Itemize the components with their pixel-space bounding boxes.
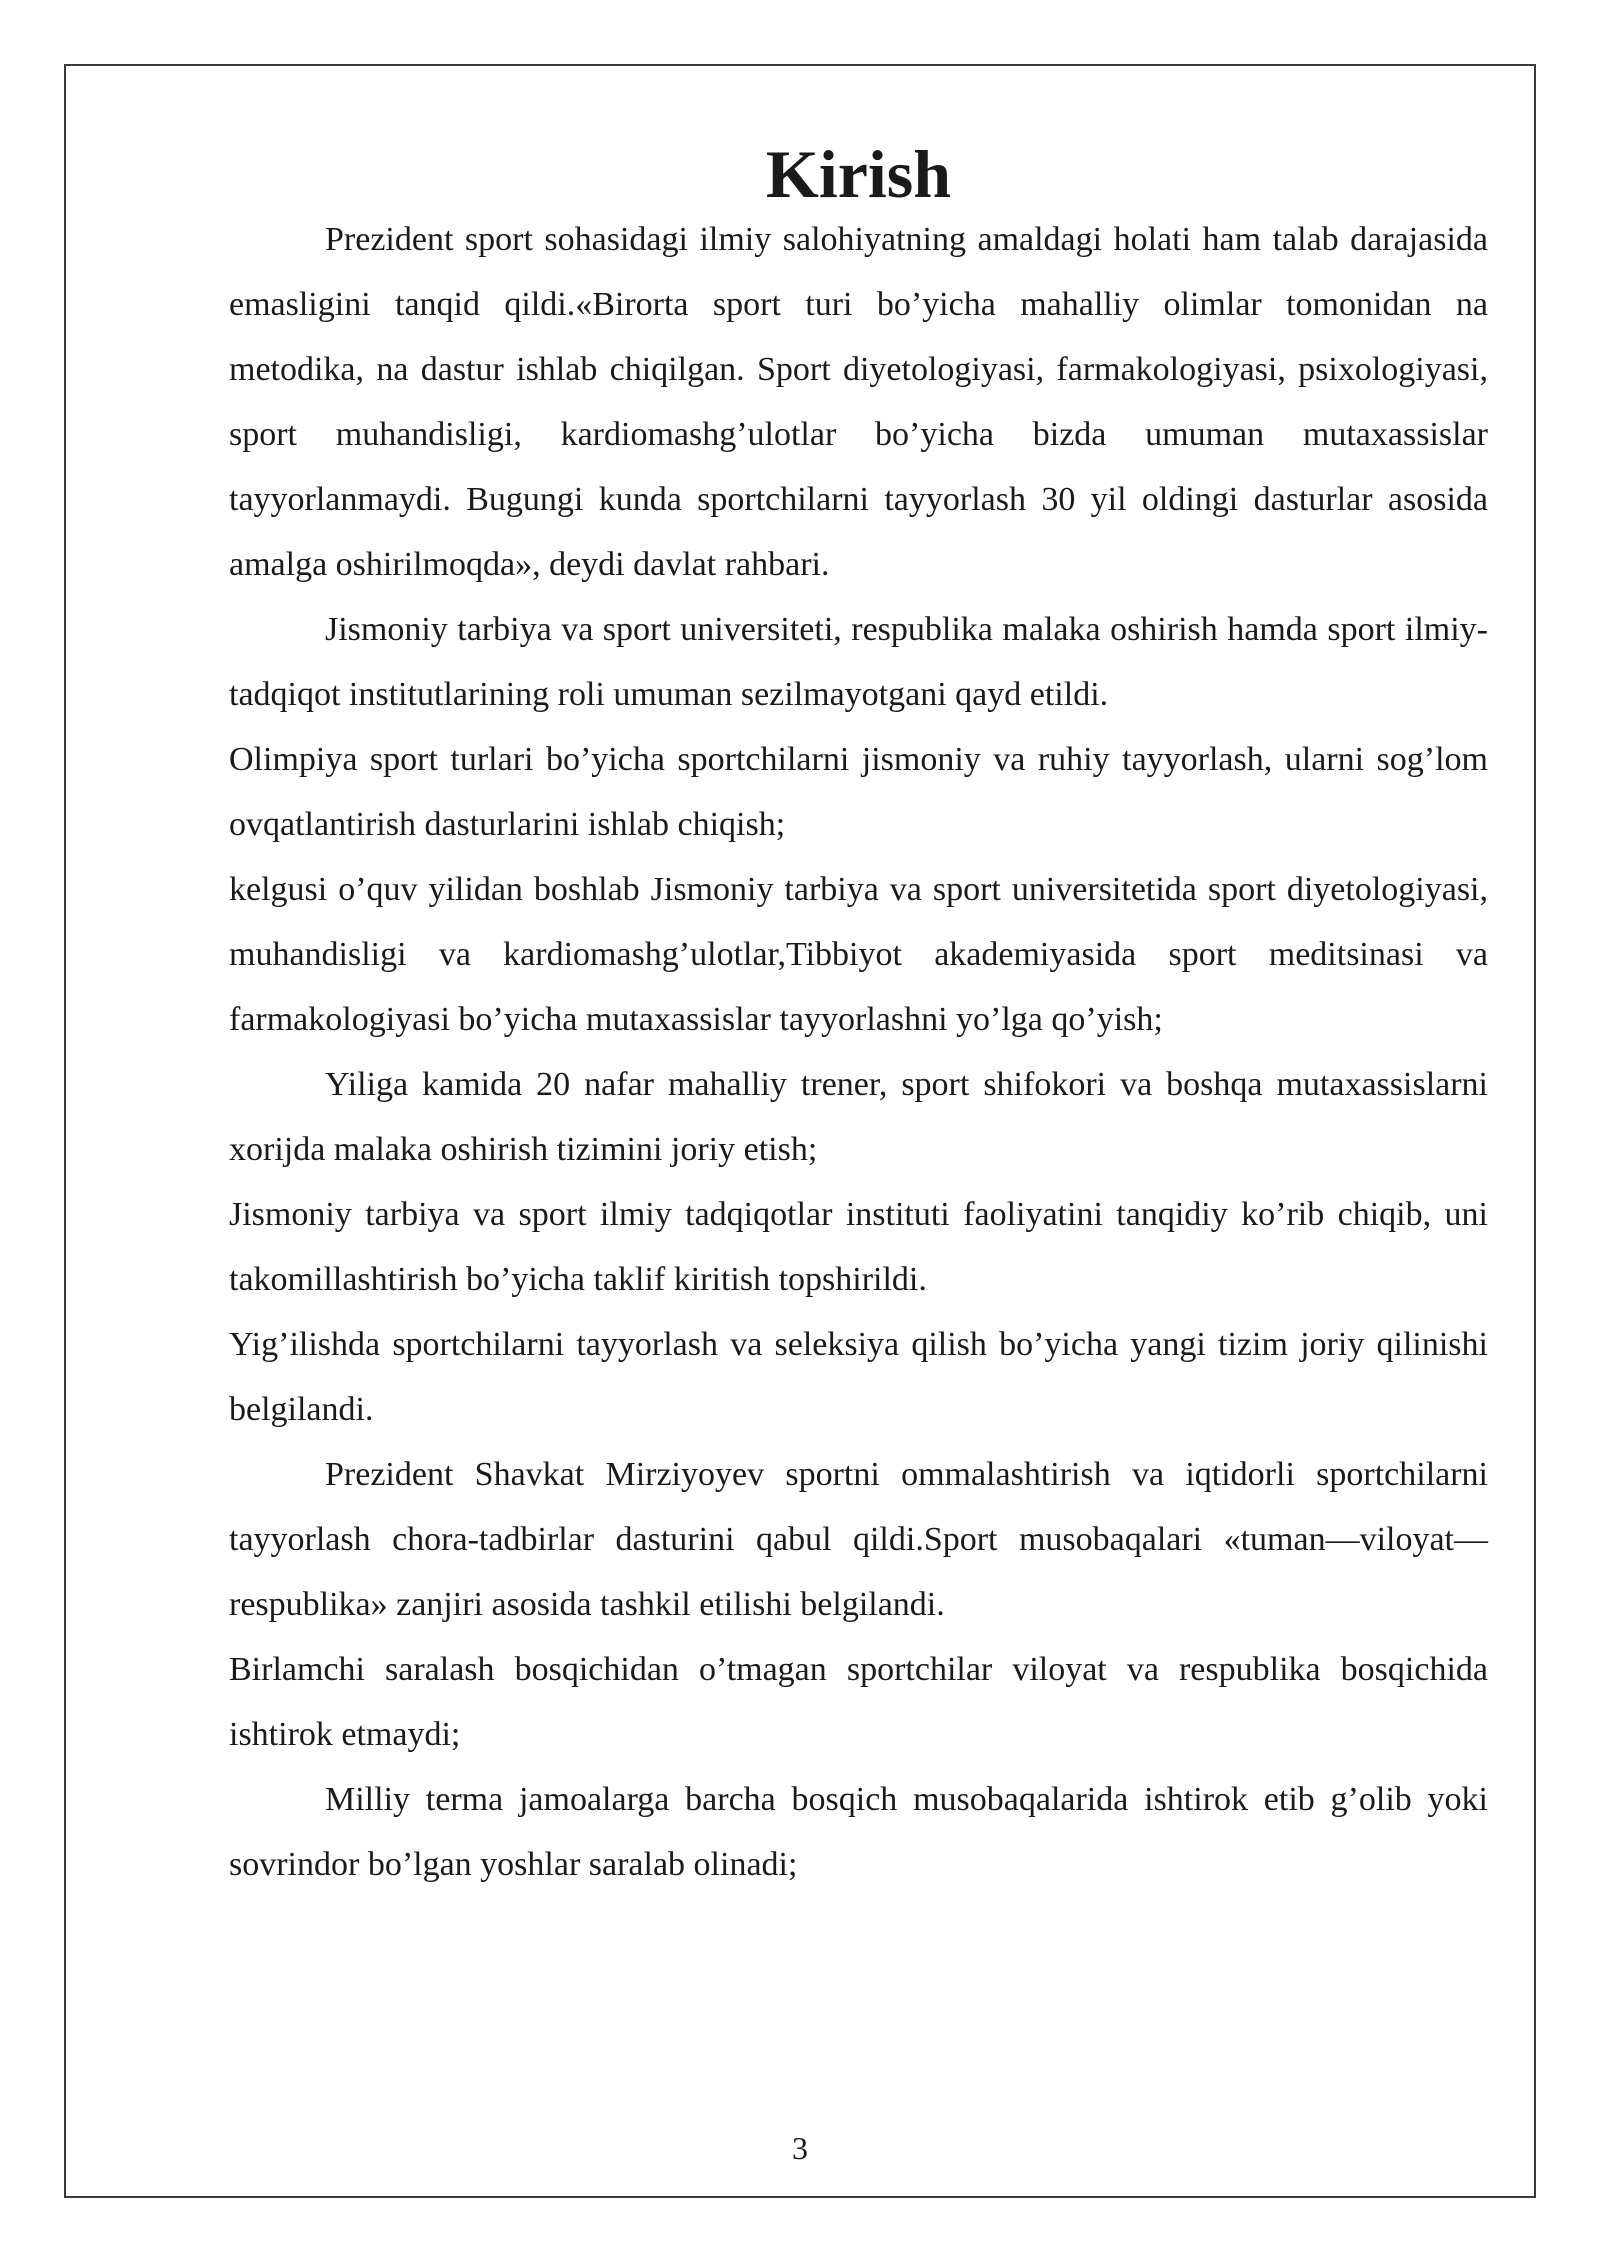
paragraph: Birlamchi saralash bosqichidan o’tmagan sportchilar viloyat va respublika bosqichida ishtirok etmaydi;	[229, 1651, 1488, 1753]
paragraph: Prezident sport sohasidagi ilmiy salohiyatning amaldagi holati ham talab darajasida emasligini tanqid qildi.«Birorta sport turi bo’yicha mahalliy olimlar tomonidan na metodika, na dastur ishlab chiqilgan. Sport diyetologiyasi, farmakologiyasi, psixologiyasi, sport muhandisligi, kardiomashg’ulotlar bo’yicha bizda umuman mutaxassislar tayyorlanmaydi. Bugungi kunda sportchilarni tayyorlash 30 yil oldingi dasturlar asosida amalga oshirilmoqda», deydi davlat rahbari.	[229, 221, 1488, 583]
paragraph: Yig’ilishda sportchilarni tayyorlash va seleksiya qilish bo’yicha yangi tizim joriy qilinishi belgilandi.	[229, 1326, 1488, 1428]
paragraph: kelgusi o’quv yilidan boshlab Jismoniy tarbiya va sport universitetida sport diyetologiyasi, muhandisligi va kardiomashg’ulotlar,Tibbiyot akademiyasida sport meditsinasi va farmakologiyasi bo’yicha mutaxassislar tayyorlashni yo’lga qo’yish;	[229, 871, 1488, 1038]
page-title: Kirish	[765, 136, 952, 212]
paragraph: Jismoniy tarbiya va sport universiteti, respublika malaka oshirish hamda sport ilmiy-tadqiqot institutlarining roli umuman sezilmayotgani qayd etildi.	[229, 611, 1488, 713]
paragraph: Yiliga kamida 20 nafar mahalliy trener, sport shifokori va boshqa mutaxassislarni xorijda malaka oshirish tizimini joriy etish;	[229, 1066, 1488, 1168]
paragraph: Milliy terma jamoalarga barcha bosqich musobaqalarida ishtirok etib g’olib yoki sovrindor bo’lgan yoshlar saralab olinadi;	[229, 1781, 1488, 1883]
paragraph: Jismoniy tarbiya va sport ilmiy tadqiqotlar instituti faoliyatini tanqidiy ko’rib chiqib, uni takomillashtirish bo’yicha taklif kiritish topshirildi.	[229, 1196, 1488, 1298]
paragraph: Olimpiya sport turlari bo’yicha sportchilarni jismoniy va ruhiy tayyorlash, ularni sog’lom ovqatlantirish dasturlarini ishlab chiqish;	[229, 741, 1488, 843]
document-body	[229, 136, 1488, 1897]
paragraph: Prezident Shavkat Mirziyoyev sportni ommalashtirish va iqtidorli sportchilarni tayyorlash chora-tadbirlar dasturini qabul qildi.Sport musobaqalari «tuman—viloyat—respublika» zanjiri asosida tashkil etilishi belgilandi.	[229, 1456, 1488, 1623]
page-number: 3	[792, 2130, 808, 2166]
